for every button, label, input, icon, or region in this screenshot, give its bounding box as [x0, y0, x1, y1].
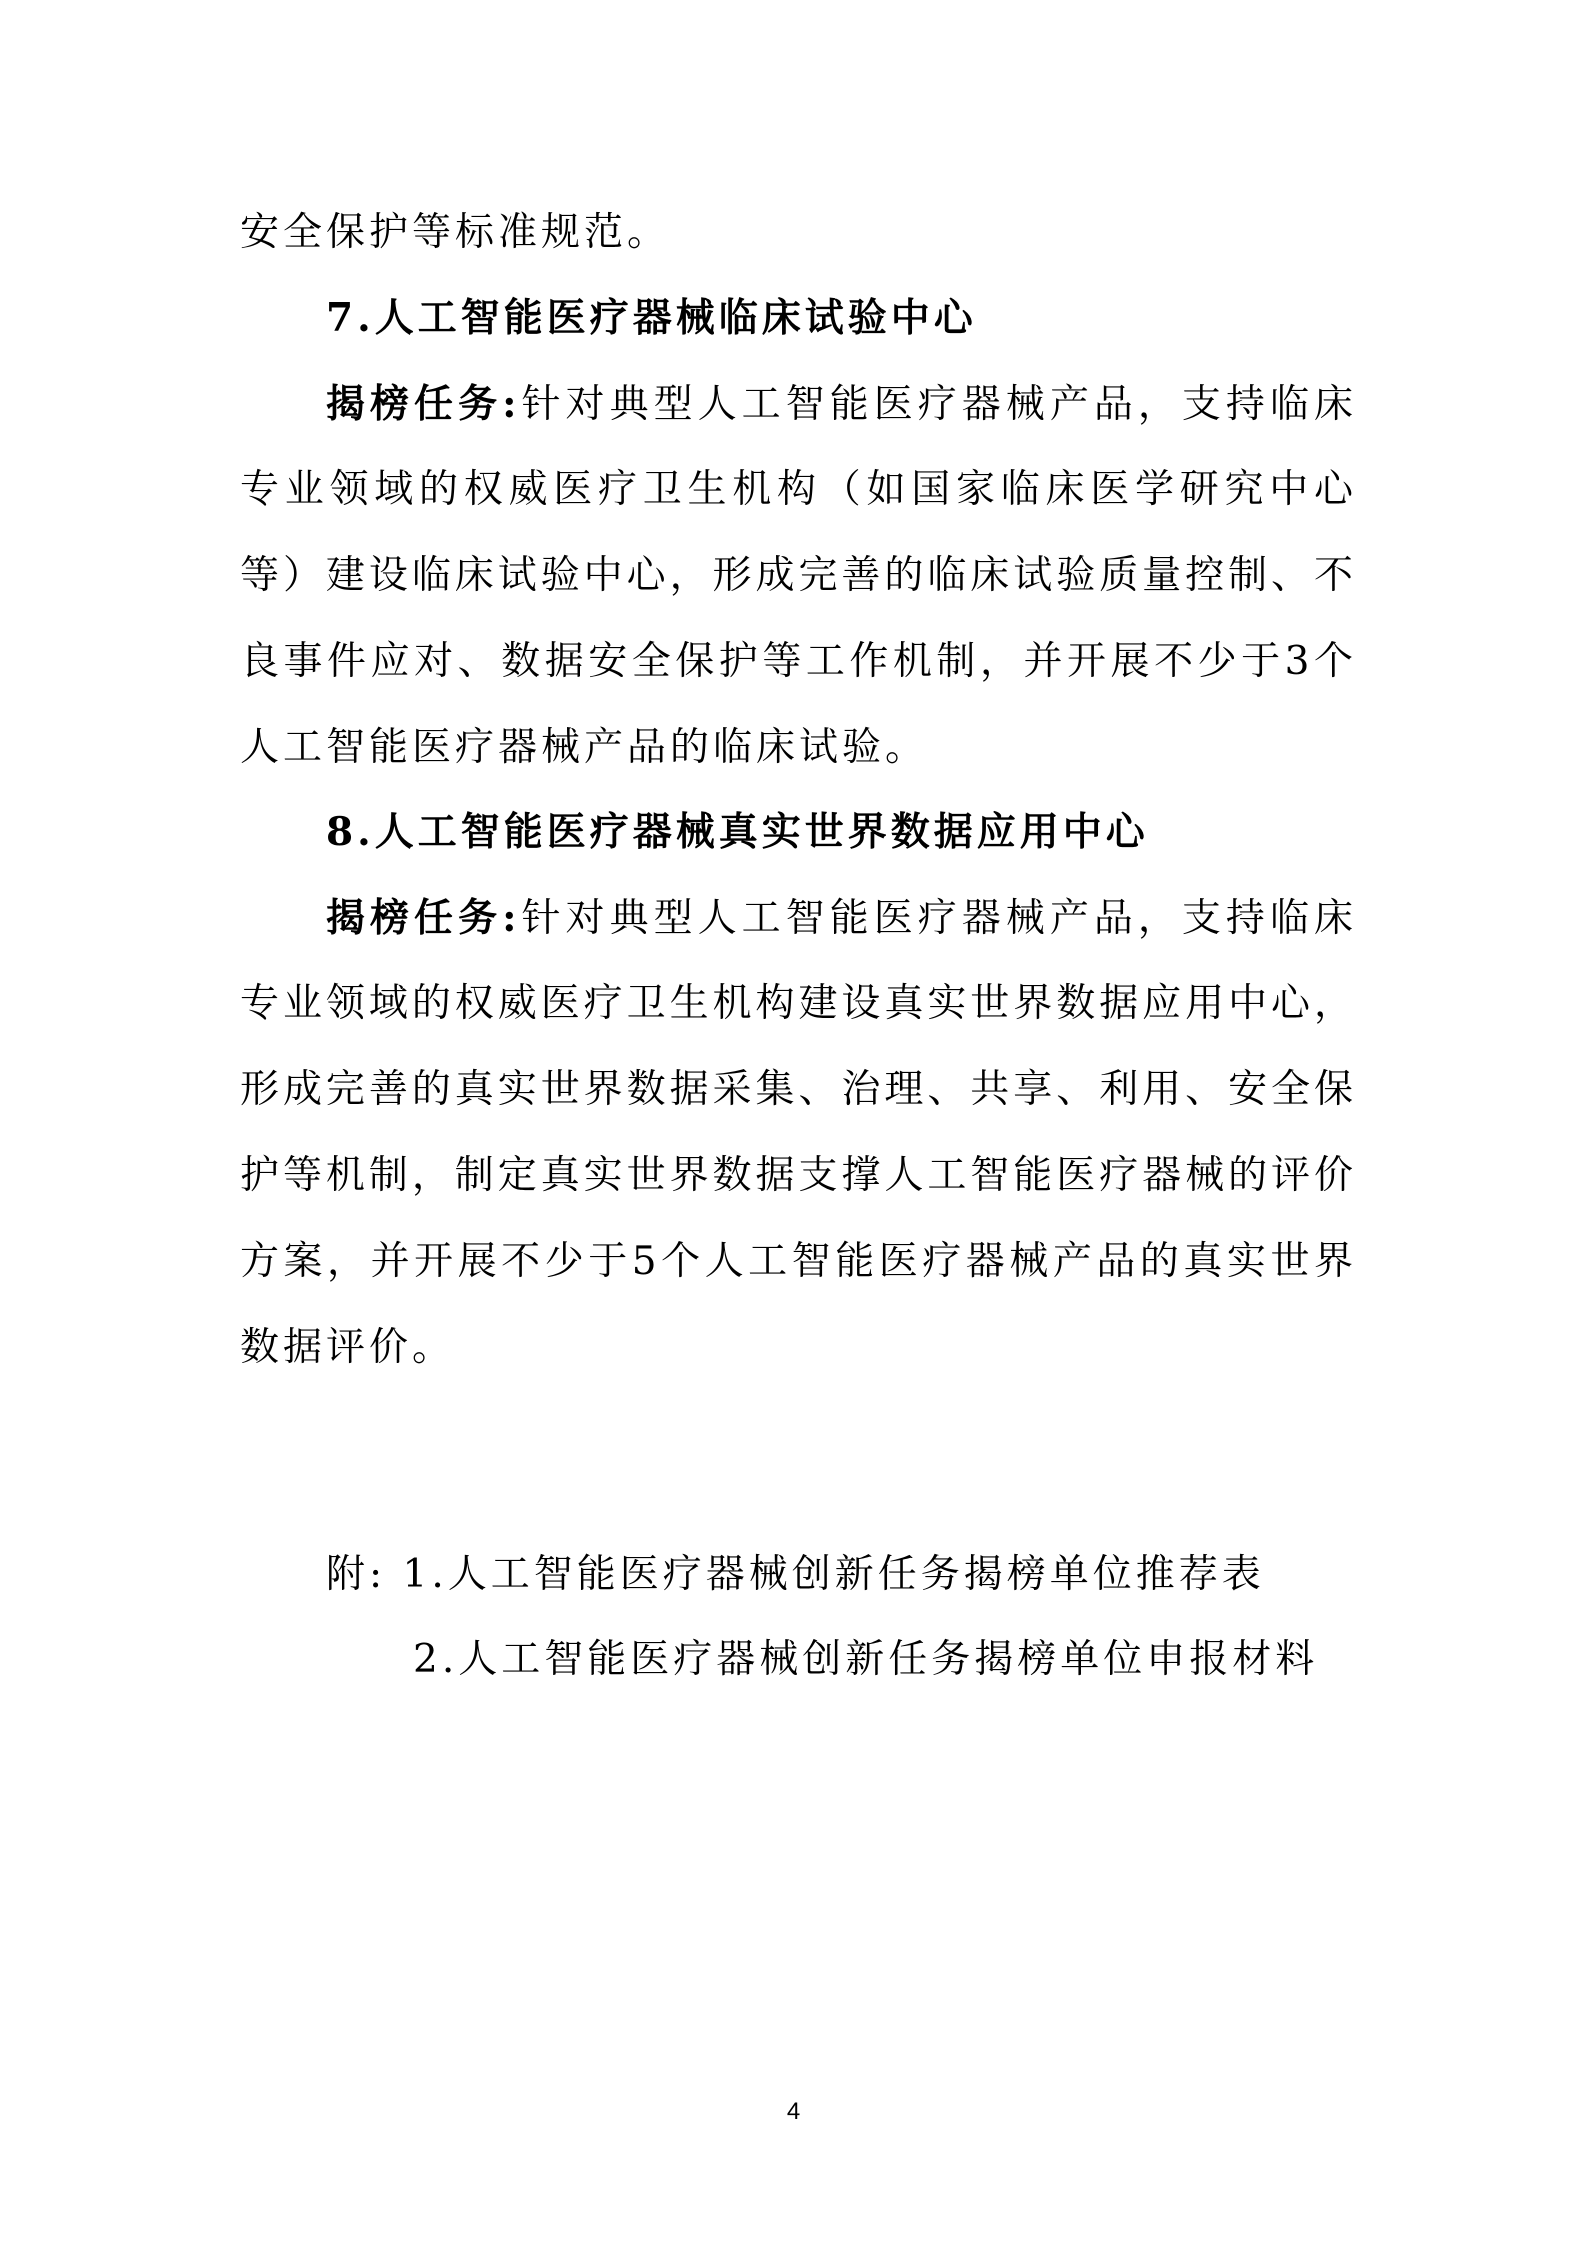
attachment-title: 2.人工智能医疗器械创新任务揭榜单位申报材料 [413, 1637, 1319, 1682]
section-8-task-line: 方案，并开展不少于5个人工智能医疗器械产品的真实世界 [240, 1239, 1353, 1284]
paragraph-continuation: 安全保护等标准规范。 [240, 210, 671, 255]
attachment-label: 附: [326, 1552, 387, 1597]
section-7-task-line: 专业领域的权威医疗卫生机构（如国家临床医学研究中心 [240, 467, 1353, 512]
section-8-task-label: 揭榜任务: [326, 895, 517, 941]
section-8-heading: 8.人工智能医疗器械真实世界数据应用中心 [326, 809, 1149, 855]
section-7-task-line: 等）建设临床试验中心，形成完善的临床试验质量控制、不 [240, 553, 1353, 598]
section-8-task-line: 专业领域的权威医疗卫生机构建设真实世界数据应用中心， [240, 981, 1353, 1026]
section-7-task-text: 针对典型人工智能医疗器械产品，支持临床 [516, 382, 1353, 427]
section-7-task-line: 良事件应对、数据安全保护等工作机制，并开展不少于3个 [240, 639, 1353, 684]
section-8-task-line: 数据评价。 [240, 1325, 456, 1370]
section-8-task-line: 护等机制，制定真实世界数据支撑人工智能医疗器械的评价 [240, 1153, 1353, 1198]
attachment-item-1 [326, 1550, 1265, 1600]
section-7-task-label: 揭榜任务: [326, 381, 517, 427]
section-8-task-first-line [326, 893, 1353, 944]
attachment-title: 1.人工智能医疗器械创新任务揭榜单位推荐表 [402, 1552, 1265, 1597]
section-7-task-first-line [326, 379, 1353, 430]
section-7-heading: 7.人工智能医疗器械临床试验中心 [326, 295, 977, 341]
section-8-task-line: 形成完善的真实世界数据采集、治理、共享、利用、安全保 [240, 1067, 1353, 1112]
page-number: 4 [786, 2098, 801, 2125]
section-8-task-text: 针对典型人工智能医疗器械产品，支持临床 [516, 896, 1353, 941]
section-7-task-line: 人工智能医疗器械产品的临床试验。 [240, 725, 929, 770]
attachment-item-2 [413, 1635, 1318, 1685]
